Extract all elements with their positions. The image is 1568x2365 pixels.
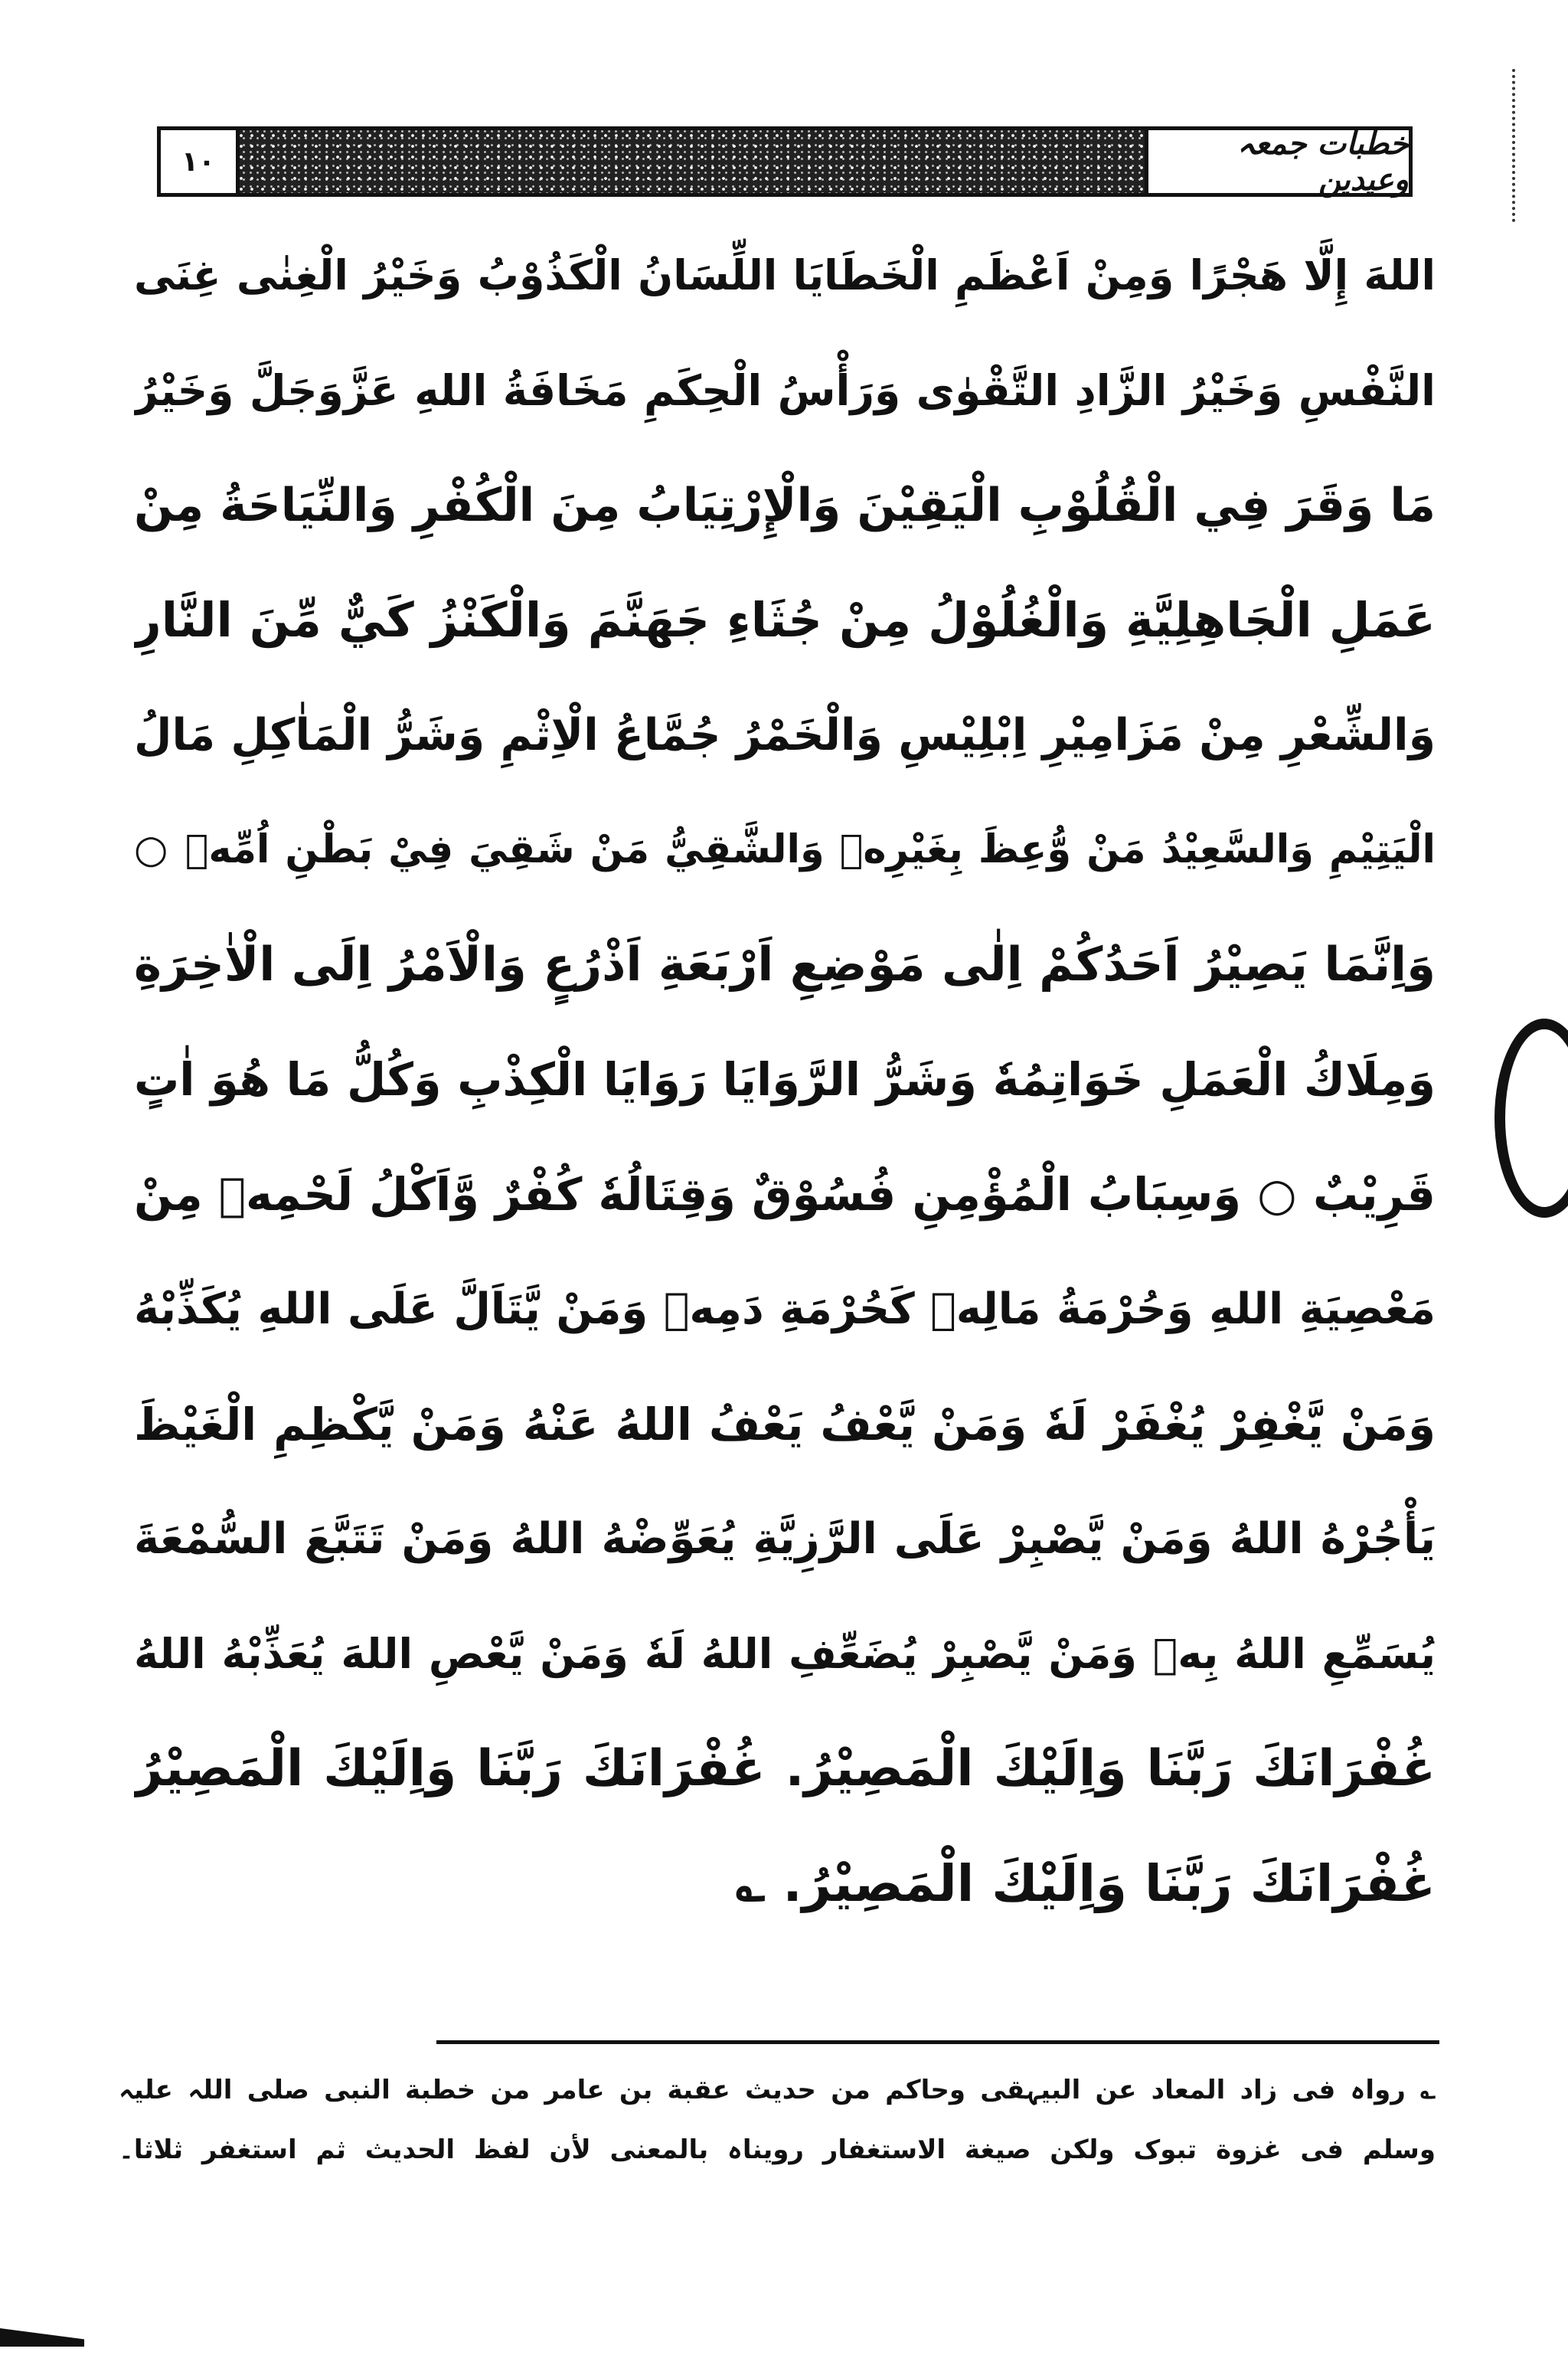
text-line: وَمِلَاكُ الْعَمَلِ خَوَاتِمُهٗ وَشَرُّ الرَّوَايَا رَوَايَا الْكِذْبِ وَكُلُّ مَا هُوَ اٰتٍ	[134, 1053, 1436, 1106]
page-number: ١٠	[161, 130, 240, 193]
text-line: عَمَلِ الْجَاهِلِيَّةِ وَالْغُلُوْلُ مِنْ جُثَاءِ جَهَنَّمَ وَالْكَنْزُ كَيٌّ مِّنَ النَّارِ	[134, 592, 1436, 648]
page-header	[157, 126, 1413, 197]
text-line: مَعْصِيَةِ اللهِ وَحُرْمَةُ مَالِهٖ كَحُرْمَةِ دَمِهٖ وَمَنْ يَّتَاَلَّ عَلَى اللهِ يُكَذِّبْهُ	[134, 1284, 1436, 1334]
text-line: غُفْرَانَكَ رَبَّنَا وَاِلَيْكَ الْمَصِيْرُ. غُفْرَانَكَ رَبَّنَا وَاِلَيْكَ الْمَصِيْرُ	[134, 1740, 1436, 1797]
text-line: وَالشِّعْرِ مِنْ مَزَامِيْرِ اِبْلِيْسِ وَالْخَمْرُ جُمَّاعُ الْاِثْمِ وَشَرُّ الْمَاٰكِلِ مَالُ	[134, 710, 1436, 761]
footnote	[119, 2060, 1436, 2180]
text-line: قَرِيْبٌ ○ وَسِبَابُ الْمُؤْمِنِ فُسُوْقٌ وَقِتَالُهٗ كُفْرٌ وَّاَكْلُ لَحْمِهٖ مِنْ	[134, 1168, 1436, 1221]
text-line: النَّفْسِ وَخَيْرُ الزَّادِ التَّقْوٰى وَرَأْسُ الْحِكَمِ مَخَافَةُ اللهِ عَزَّوَجَلَّ وَخَيْرُ	[134, 366, 1436, 415]
scan-edge-mark	[1494, 1019, 1568, 1218]
text-line: يَأْجُرْهُ اللهُ وَمَنْ يَّصْبِرْ عَلَى الرَّزِيَّةِ يُعَوِّضْهُ اللهُ وَمَنْ تَتَبَّعَ السُّمْعَةَ	[134, 1514, 1436, 1564]
text-line: اللهَ إِلَّا هَجْرًا وَمِنْ اَعْظَمِ الْخَطَايَا اللِّسَانُ الْكَذُوْبُ وَخَيْرُ الْغِنٰى غِنَى	[134, 251, 1436, 299]
text-line: وَمَنْ يَّغْفِرْ يُغْفَرْ لَهٗ وَمَنْ يَّعْفُ يَعْفُ اللهُ عَنْهُ وَمَنْ يَّكْظِمِ الْغَيْظَ	[134, 1398, 1436, 1451]
arabic-body-text	[134, 218, 1436, 1941]
footnote-line: وسلم فی غزوة تبوک ولکن صیغة الاستغفار رویناہ بالمعنی لأن لفظ الحدیث ثم استغفر ثلاثا۔	[119, 2134, 1436, 2165]
text-line: غُفْرَانَكَ رَبَّنَا وَاِلَيْكَ الْمَصِيْرُ. ؎	[735, 1854, 1436, 1913]
text-line: يُسَمِّعِ اللهُ بِهٖ وَمَنْ يَّصْبِرْ يُضَعِّفِ اللهُ لَهٗ وَمَنْ يَّعْصِ اللهَ يُعَذِّبْهُ اللهُ	[134, 1630, 1436, 1678]
scan-dotted-margin	[1512, 69, 1515, 222]
scan-corner-mark	[0, 2328, 84, 2347]
text-line: مَا وَقَرَ فِي الْقُلُوْبِ الْيَقِيْنَ وَالْإِرْتِيَابُ مِنَ الْكُفْرِ وَالنِّيَاحَةُ مِنْ	[134, 479, 1436, 532]
text-line: وَاِنَّمَا يَصِيْرُ اَحَدُكُمْ اِلٰى مَوْضِعِ اَرْبَعَةِ اَذْرُعٍ وَالْاَمْرُ اِلَى الْاٰخِرَةِ	[134, 937, 1436, 992]
footnote-divider	[436, 2040, 1439, 2044]
footnote-line: ؎ رواہ فی زاد المعاد عن البیہقی وحاکم من حدیث عقبة بن عامر من خطبة النبی صلی اللہ علیہ	[119, 2075, 1436, 2105]
text-line: الْيَتِيْمِ وَالسَّعِيْدُ مَنْ وُّعِظَ بِغَيْرِهٖ وَالشَّقِيُّ مَنْ شَقِيَ فِيْ بَطْنِ اُمِّهٖ ○	[134, 827, 1436, 872]
running-title: خطبات جمعہ وعیدین	[1145, 130, 1409, 193]
